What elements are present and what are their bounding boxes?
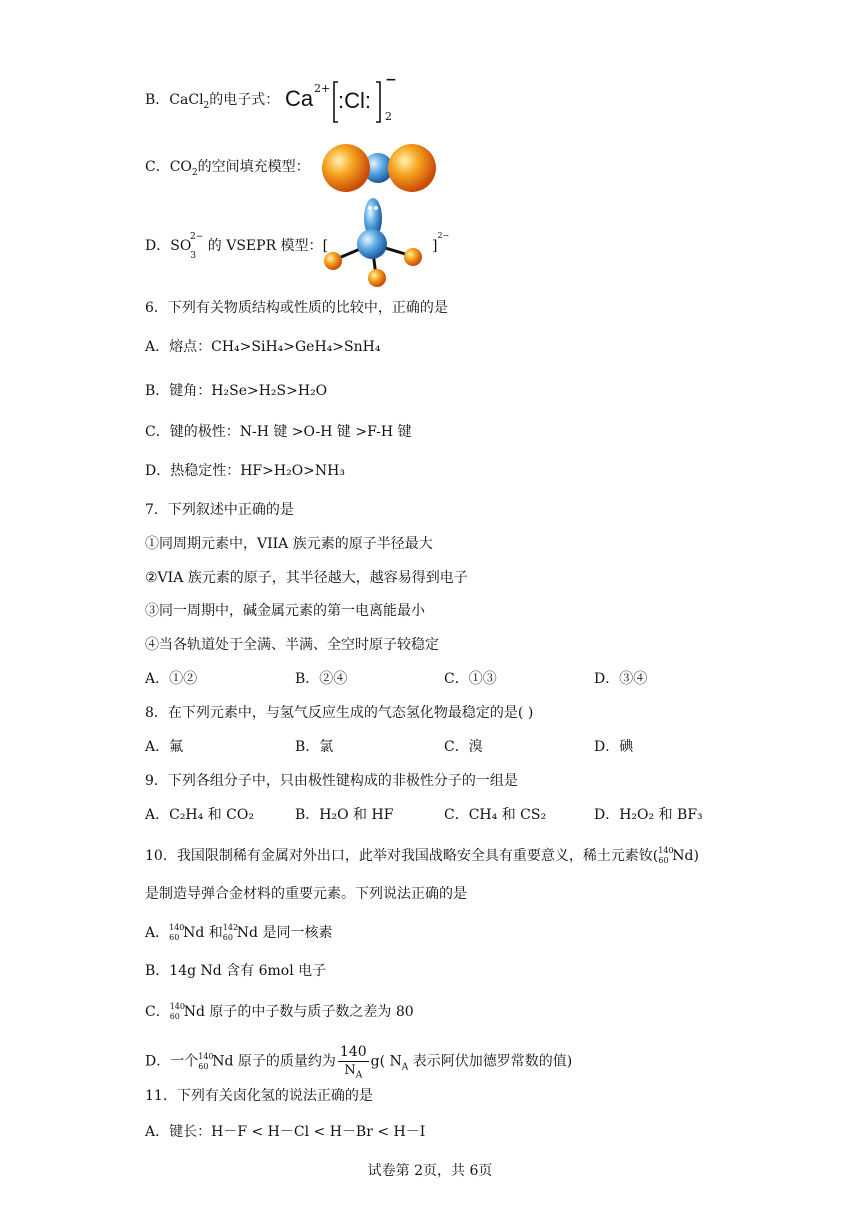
question-9-stem: 9．下列各组分子中，只由极性键构成的非极性分子的一组是 [145, 773, 518, 789]
question-6-stem: 6．下列有关物质结构或性质的比较中，正确的是 [145, 300, 448, 316]
q11-option-a: A．键长：H－F < H－Cl < H－Br < H－I [145, 1124, 426, 1140]
q9-option-d: D．H₂O₂ 和 BF₃ [594, 807, 703, 823]
question-11-stem: 11．下列有关卤化氢的说法正确的是 [145, 1088, 373, 1104]
q8-option-d: D．碘 [594, 739, 634, 755]
q8-option-b: B．氯 [295, 739, 334, 755]
option-d5: D．$SO_3^{2-}$ 的 VSEPR 模型：[ [145, 232, 329, 261]
q9-option-c: C．CH₄ 和 CS₂ [444, 807, 547, 823]
q10-option-a: A． 140 60 Nd 和 142 60 Nd 是同一核素 [145, 923, 333, 942]
co2-space-filling-model [320, 142, 440, 194]
question-7-stem: 7．下列叙述中正确的是 [145, 502, 294, 518]
d5-bracket-close: ]$^{2-}$ [432, 231, 450, 254]
q10-option-b: B．14g Nd 含有 6mol 电子 [145, 963, 327, 979]
option-b5: B．CaCl$_2$的电子式： [145, 92, 280, 111]
q8-option-c: C．溴 [444, 739, 483, 755]
q6-option-a: A．熔点：CH₄>SiH₄>GeH₄>SnH₄ [145, 339, 381, 355]
q6-option-b: B．键角：H₂Se>H₂S>H₂O [145, 383, 328, 399]
q7-statement-1: ①同周期元素中，VIIA 族元素的原子半径最大 [145, 536, 433, 552]
q7-statement-3: ③同一周期中，碱金属元素的第一电离能最小 [145, 603, 425, 619]
question-10-stem: 10．我国限制稀有金属对外出口，此举对我国战略安全具有重要意义，稀土元素钕( 140 60 Nd) [145, 846, 699, 865]
q10-option-d: D．一个 140 60 Nd 原子的质量约为 $\frac{140}{N_A}$ g( $N_A$ 表示阿伏加德罗常数的值) [145, 1044, 573, 1081]
so3-vsepr-model [320, 196, 430, 291]
q6-option-c: C．键的极性：N-H 键 >O-H 键 >F-H 键 [145, 424, 412, 440]
q7-option-b: B．②④ [295, 671, 348, 687]
q7-option-c: C．①③ [444, 671, 497, 687]
q9-option-a: A．C₂H₄ 和 CO₂ [145, 807, 254, 823]
q7-statement-4: ④当各轨道处于全满、半满、全空时原子较稳定 [145, 637, 439, 653]
q7-option-d: D．③④ [594, 671, 648, 687]
electron-formula-cacl2: Ca 2+ :Cl: − 2 [285, 72, 397, 123]
q7-statement-2: ②VIA 族元素的原子，其半径越大，越容易得到电子 [145, 570, 468, 586]
question-8-stem: 8．在下列元素中，与氢气反应生成的气态氢化物最稳定的是( ) [145, 705, 534, 721]
q8-option-a: A．氟 [145, 739, 184, 755]
q10-option-c: C． 140 60 Nd 原子的中子数与质子数之差为 80 [145, 1002, 414, 1021]
q9-option-b: B．H₂O 和 HF [295, 807, 394, 823]
question-10-stem-line2: 是制造导弹合金材料的重要元素。下列说法正确的是 [145, 886, 467, 902]
q6-option-d: D．热稳定性：HF>H₂O>NH₃ [145, 463, 345, 479]
atomic-mass-fraction: $\frac{140}{N_A}$ [339, 1044, 367, 1081]
option-c5: C．$CO_2$的空间填充模型： [145, 159, 310, 178]
page-footer: 试卷第 2页，共 6页 [367, 1163, 493, 1179]
q7-option-a: A．①② [145, 671, 198, 687]
nuclide-nd140: 140 60 [658, 846, 674, 865]
